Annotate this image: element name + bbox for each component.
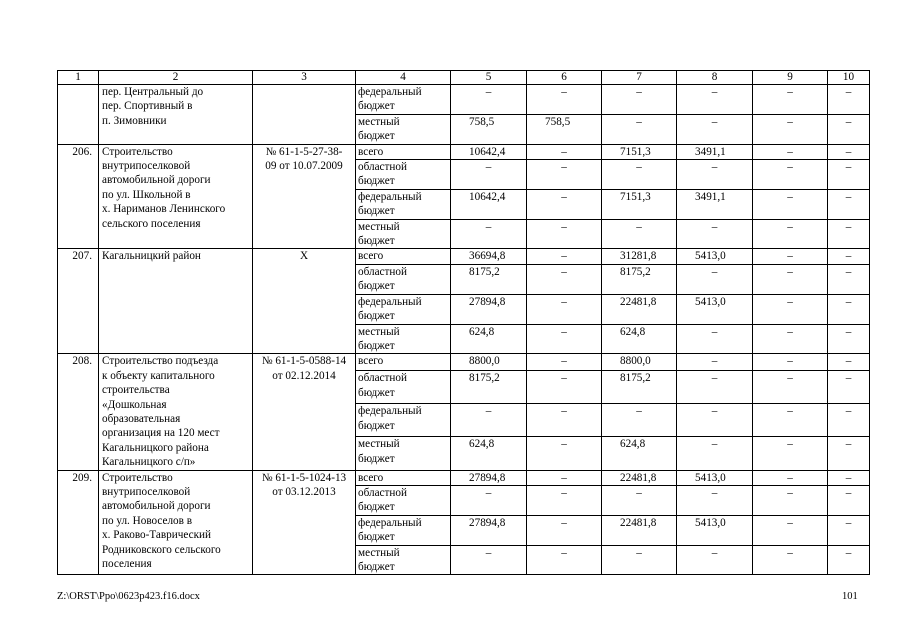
- value-cell: 5413,0: [677, 294, 753, 324]
- value-cell: –: [753, 515, 828, 545]
- funding-source-line: бюджет: [358, 419, 395, 432]
- object-name-line: Родниковского сельского: [102, 543, 221, 556]
- object-name-line: Кагальницкого района: [102, 441, 209, 454]
- funding-source-line: местный: [358, 438, 400, 451]
- value-cell: –: [753, 545, 828, 575]
- value-cell: –: [677, 85, 753, 115]
- value-cell: 624,8: [451, 324, 527, 354]
- value-cell: –: [451, 160, 527, 190]
- object-name-line: пер. Центральный до: [102, 86, 204, 98]
- value-cell: 3491,1: [677, 144, 753, 159]
- funding-source: [356, 545, 451, 575]
- value-cell: –: [828, 160, 870, 190]
- item-number: 208.: [58, 354, 99, 470]
- object-name-line: Строительство: [102, 145, 173, 158]
- header-cell: 8: [677, 71, 753, 85]
- object-name-line: Кагальницкого с/п»: [102, 456, 196, 469]
- document-reference-line: от 02.12.2014: [272, 369, 336, 382]
- funding-source-line: федеральный: [358, 190, 422, 203]
- table-row: [58, 249, 870, 264]
- funding-source-line: местный: [358, 115, 400, 128]
- funding-source: [356, 249, 451, 264]
- table-header-row: [58, 71, 870, 85]
- value-cell: –: [602, 545, 677, 575]
- object-name-line: сельского поселения: [102, 217, 201, 230]
- header-cell: 9: [753, 71, 828, 85]
- object-name: [99, 249, 253, 354]
- value-cell: 624,8: [451, 437, 527, 470]
- value-cell: –: [753, 85, 828, 115]
- object-name-line: п. Зимовники: [102, 114, 167, 127]
- funding-source: [356, 371, 451, 404]
- item-number: [58, 85, 99, 145]
- document-reference-line: № 61-1-5-1024-13: [261, 471, 347, 484]
- value-cell: 624,8: [602, 324, 677, 354]
- value-cell: –: [527, 189, 602, 219]
- funding-source: [356, 189, 451, 219]
- document-reference-line: Х: [299, 250, 309, 263]
- value-cell: –: [527, 354, 602, 371]
- value-cell: –: [677, 485, 753, 515]
- table-body: [58, 71, 870, 575]
- value-cell: –: [677, 404, 753, 437]
- value-cell: –: [527, 404, 602, 437]
- document-reference: [253, 249, 356, 354]
- value-cell: –: [677, 114, 753, 144]
- value-cell: –: [451, 219, 527, 249]
- value-cell: –: [753, 485, 828, 515]
- document-reference-line: № 61-1-5-27-38-: [265, 145, 343, 158]
- value-cell: 22481,8: [602, 515, 677, 545]
- funding-source: [356, 219, 451, 249]
- document-reference-line: 09 от 10.07.2009: [265, 160, 343, 173]
- value-cell: –: [753, 160, 828, 190]
- object-name-line: Кагальницкий район: [102, 250, 201, 263]
- value-cell: –: [527, 485, 602, 515]
- object-name-line: Строительство: [102, 471, 173, 484]
- value-cell: –: [451, 545, 527, 575]
- page-number: 101: [842, 591, 858, 602]
- value-cell: –: [677, 437, 753, 470]
- value-cell: –: [753, 404, 828, 437]
- value-cell: –: [677, 354, 753, 371]
- value-cell: –: [527, 85, 602, 115]
- funding-source-line: областной: [358, 161, 407, 174]
- funding-source-line: федеральный: [358, 86, 422, 98]
- value-cell: –: [527, 324, 602, 354]
- object-name-line: автомобильной дороги: [102, 500, 211, 513]
- header-cell: 1: [58, 71, 99, 85]
- value-cell: –: [753, 437, 828, 470]
- funding-source: [356, 404, 451, 437]
- value-cell: –: [753, 219, 828, 249]
- value-cell: –: [602, 485, 677, 515]
- item-number: 206.: [58, 144, 99, 249]
- value-cell: –: [828, 371, 870, 404]
- object-name-line: поселения: [102, 558, 152, 570]
- value-cell: –: [451, 404, 527, 437]
- value-cell: 8175,2: [451, 371, 527, 404]
- funding-source: [356, 85, 451, 115]
- object-name-line: «Дошкольная: [102, 398, 167, 411]
- object-name-line: автомобильной дороги: [102, 174, 211, 187]
- value-cell: –: [753, 264, 828, 294]
- object-name: [99, 470, 253, 575]
- value-cell: –: [527, 249, 602, 264]
- object-name-line: х. Раково-Таврический: [102, 529, 211, 542]
- header-cell: 4: [356, 71, 451, 85]
- document-reference-line: от 03.12.2013: [272, 485, 336, 498]
- value-cell: –: [753, 371, 828, 404]
- value-cell: –: [828, 294, 870, 324]
- object-name-line: пер. Спортивный в: [102, 100, 193, 113]
- funding-source-line: бюджет: [358, 310, 395, 323]
- value-cell: –: [602, 404, 677, 437]
- funding-source-line: местный: [358, 325, 400, 338]
- header-cell: 2: [99, 71, 253, 85]
- value-cell: –: [828, 545, 870, 575]
- header-cell: 3: [253, 71, 356, 85]
- funding-source-line: всего: [358, 355, 384, 368]
- funding-source: [356, 354, 451, 371]
- funding-source-line: бюджет: [358, 531, 395, 544]
- value-cell: –: [753, 189, 828, 219]
- value-cell: 758,5: [451, 114, 527, 144]
- funding-source-line: областной: [358, 486, 407, 499]
- value-cell: 8175,2: [602, 371, 677, 404]
- value-cell: –: [677, 219, 753, 249]
- header-cell: 6: [527, 71, 602, 85]
- value-cell: 36694,8: [451, 249, 527, 264]
- value-cell: –: [753, 249, 828, 264]
- value-cell: –: [828, 85, 870, 115]
- value-cell: 7151,3: [602, 189, 677, 219]
- value-cell: –: [828, 324, 870, 354]
- value-cell: 8175,2: [602, 264, 677, 294]
- table-row: [58, 354, 870, 371]
- value-cell: 27894,8: [451, 515, 527, 545]
- header-cell: 5: [451, 71, 527, 85]
- file-path: Z:\ORST\Ppo\0623p423.f16.docx: [57, 591, 200, 602]
- value-cell: 758,5: [527, 114, 602, 144]
- value-cell: –: [527, 294, 602, 324]
- value-cell: –: [828, 404, 870, 437]
- value-cell: 27894,8: [451, 470, 527, 485]
- value-cell: 31281,8: [602, 249, 677, 264]
- object-name-line: внутрипоселковой: [102, 485, 191, 498]
- funding-source: [356, 437, 451, 470]
- value-cell: 8800,0: [602, 354, 677, 371]
- value-cell: –: [677, 371, 753, 404]
- object-name-line: внутрипоселковой: [102, 160, 191, 173]
- value-cell: –: [753, 324, 828, 354]
- value-cell: –: [602, 219, 677, 249]
- value-cell: –: [677, 324, 753, 354]
- header-cell: 7: [602, 71, 677, 85]
- value-cell: –: [677, 545, 753, 575]
- table-row: [58, 470, 870, 485]
- value-cell: –: [527, 371, 602, 404]
- value-cell: 8175,2: [451, 264, 527, 294]
- value-cell: –: [527, 144, 602, 159]
- funding-source: [356, 324, 451, 354]
- value-cell: 22481,8: [602, 294, 677, 324]
- funding-source-line: всего: [358, 471, 384, 484]
- value-cell: 10642,4: [451, 144, 527, 159]
- funding-source-line: бюджет: [358, 501, 395, 514]
- funding-source-line: всего: [358, 145, 384, 158]
- value-cell: –: [677, 160, 753, 190]
- object-name: [99, 85, 253, 145]
- document-reference: [253, 85, 356, 145]
- funding-source-line: федеральный: [358, 295, 422, 308]
- value-cell: 5413,0: [677, 249, 753, 264]
- funding-source-line: всего: [358, 250, 384, 263]
- value-cell: 7151,3: [602, 144, 677, 159]
- value-cell: –: [527, 437, 602, 470]
- value-cell: –: [828, 437, 870, 470]
- funding-source: [356, 264, 451, 294]
- object-name-line: по ул. Школьной в: [102, 188, 191, 201]
- funding-source: [356, 114, 451, 144]
- value-cell: –: [828, 264, 870, 294]
- value-cell: –: [527, 160, 602, 190]
- funding-source-line: федеральный: [358, 405, 422, 418]
- funding-source-line: бюджет: [358, 100, 395, 113]
- funding-source: [356, 485, 451, 515]
- funding-source-line: бюджет: [358, 561, 395, 573]
- budget-table: [57, 70, 870, 575]
- funding-source-line: бюджет: [358, 280, 395, 293]
- value-cell: –: [828, 470, 870, 485]
- object-name-line: х. Нариманов Ленинского: [102, 203, 226, 216]
- value-cell: 10642,4: [451, 189, 527, 219]
- value-cell: –: [828, 219, 870, 249]
- value-cell: –: [677, 264, 753, 294]
- value-cell: –: [602, 160, 677, 190]
- funding-source-line: бюджет: [358, 235, 395, 248]
- value-cell: 8800,0: [451, 354, 527, 371]
- object-name: [99, 354, 253, 470]
- funding-source-line: областной: [358, 372, 407, 385]
- document-reference-line: № 61-1-5-0588-14: [261, 355, 347, 368]
- value-cell: –: [828, 485, 870, 515]
- value-cell: –: [602, 114, 677, 144]
- value-cell: 5413,0: [677, 470, 753, 485]
- object-name-line: Строительство подъезда: [102, 355, 219, 368]
- value-cell: –: [527, 515, 602, 545]
- value-cell: 624,8: [602, 437, 677, 470]
- object-name-line: строительства: [102, 384, 170, 397]
- funding-source-line: бюджет: [358, 386, 395, 399]
- funding-source-line: бюджет: [358, 339, 395, 352]
- document-reference: [253, 144, 356, 249]
- funding-source-line: федеральный: [358, 516, 422, 529]
- funding-source-line: бюджет: [358, 452, 395, 465]
- value-cell: –: [451, 485, 527, 515]
- header-cell: 10: [828, 71, 870, 85]
- value-cell: –: [753, 114, 828, 144]
- value-cell: –: [753, 294, 828, 324]
- value-cell: –: [828, 189, 870, 219]
- funding-source: [356, 515, 451, 545]
- value-cell: –: [602, 85, 677, 115]
- funding-source: [356, 294, 451, 324]
- funding-source: [356, 160, 451, 190]
- value-cell: –: [828, 354, 870, 371]
- table-row: [58, 85, 870, 115]
- object-name: [99, 144, 253, 249]
- value-cell: –: [527, 219, 602, 249]
- object-name-line: по ул. Новоселов в: [102, 514, 193, 527]
- funding-source: [356, 144, 451, 159]
- value-cell: –: [753, 144, 828, 159]
- document-reference: [253, 354, 356, 470]
- funding-source-line: бюджет: [358, 205, 395, 218]
- value-cell: –: [828, 515, 870, 545]
- object-name-line: к объекту капитального: [102, 369, 215, 382]
- value-cell: –: [753, 470, 828, 485]
- object-name-line: организация на 120 мест: [102, 427, 220, 440]
- funding-source-line: бюджет: [358, 130, 395, 143]
- funding-source-line: местный: [358, 546, 400, 559]
- value-cell: 27894,8: [451, 294, 527, 324]
- item-number: 209.: [58, 470, 99, 575]
- value-cell: 3491,1: [677, 189, 753, 219]
- item-number: 207.: [58, 249, 99, 354]
- value-cell: 22481,8: [602, 470, 677, 485]
- value-cell: –: [527, 545, 602, 575]
- value-cell: –: [753, 354, 828, 371]
- value-cell: –: [828, 144, 870, 159]
- funding-source-line: местный: [358, 220, 400, 233]
- funding-source: [356, 470, 451, 485]
- value-cell: –: [451, 85, 527, 115]
- object-name-line: образовательная: [102, 412, 181, 425]
- funding-source-line: областной: [358, 265, 407, 278]
- value-cell: –: [828, 114, 870, 144]
- value-cell: –: [828, 249, 870, 264]
- value-cell: –: [527, 470, 602, 485]
- document-reference: [253, 470, 356, 575]
- funding-source-line: бюджет: [358, 175, 395, 188]
- table-row: [58, 144, 870, 159]
- value-cell: 5413,0: [677, 515, 753, 545]
- value-cell: –: [527, 264, 602, 294]
